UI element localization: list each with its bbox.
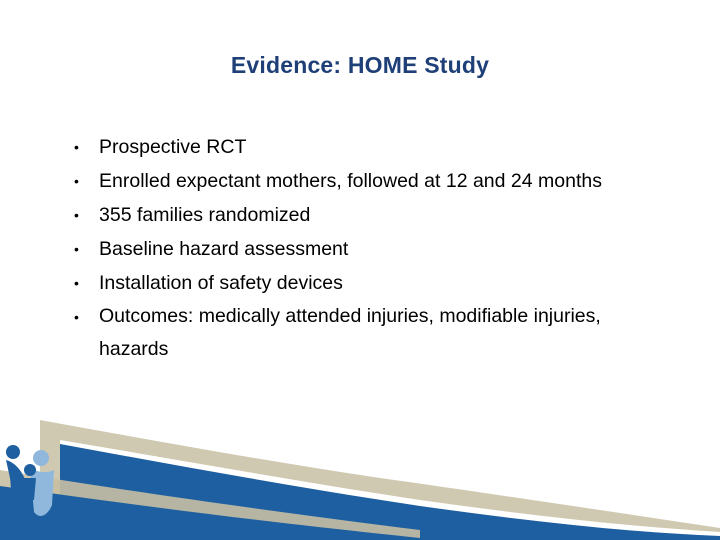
bullet-dot-icon: •	[74, 241, 79, 257]
bullet-text: Baseline hazard assessment	[99, 238, 349, 260]
bullet-dot-icon: •	[74, 275, 79, 291]
bullet-text: Enrolled expectant mothers, followed at 12 and 24 months	[99, 170, 602, 192]
bullet-dot-icon: •	[74, 173, 79, 189]
bullet-dot-icon: •	[74, 309, 79, 325]
bullet-text: Prospective RCT	[99, 136, 247, 158]
bullet-text: 355 families randomized	[99, 204, 311, 226]
bullet-text: Outcomes: medically attended injuries, modifiable injuries, hazards	[99, 305, 601, 360]
slide-title: Evidence: HOME Study	[230, 52, 490, 78]
bullet-dot-icon: •	[74, 207, 79, 223]
bullet-text: Installation of safety devices	[99, 272, 343, 294]
bullet-dot-icon: •	[74, 139, 79, 155]
